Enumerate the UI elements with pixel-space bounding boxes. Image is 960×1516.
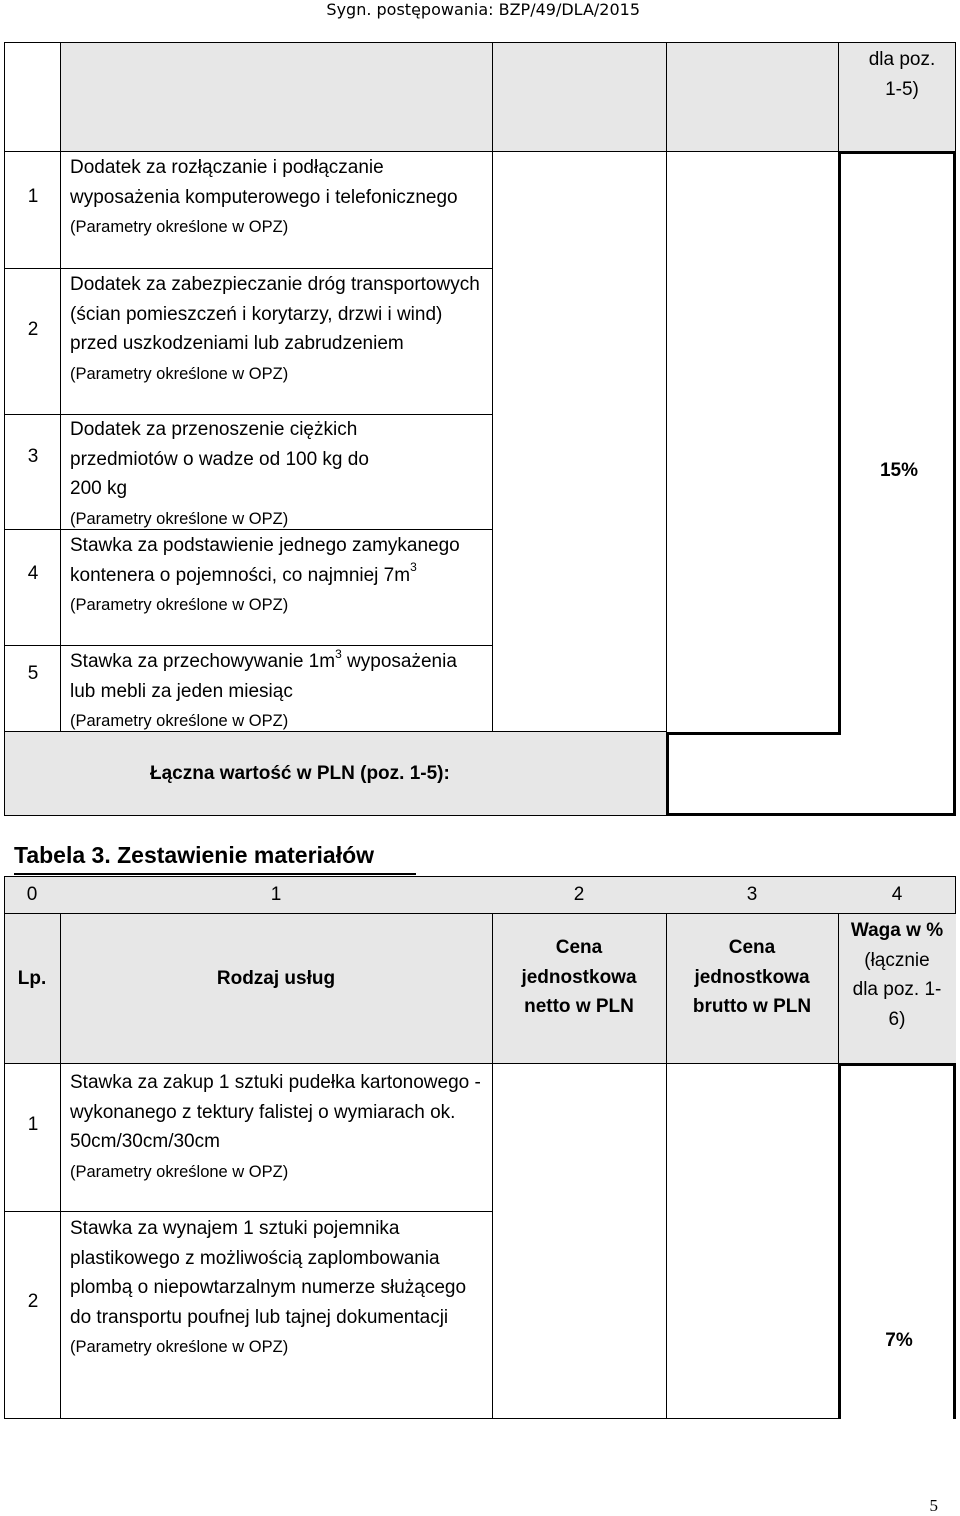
page-number: 5 — [929, 1496, 938, 1515]
row-number: 4 — [27, 563, 39, 584]
header-service-type: Rodzaj usług — [216, 968, 336, 989]
caption-underline — [14, 873, 416, 875]
table-services-continued — [4, 42, 956, 816]
header-signature: Sygn. postępowania: BZP/49/DLA/2015 — [326, 0, 640, 19]
table-materials — [4, 876, 956, 1419]
weight-value: 15% — [879, 460, 919, 481]
column-number: 3 — [746, 884, 758, 905]
row-number: 3 — [27, 446, 39, 467]
column-number: 4 — [891, 884, 903, 905]
row-number: 5 — [27, 663, 39, 684]
row-description: Dodatek za przenoszenie ciężkich przedmiotów o wadze od 100 kg do 200 kg (Parametry określone w OPZ) — [70, 419, 369, 528]
row-description: Dodatek za zabezpieczanie dróg transportowych (ścian pomieszczeń i korytarzy, drzwi i wind) przed uszkodzeniami lub zabrudzeniem (Parametry określone w OPZ) — [70, 274, 480, 383]
row-number: 1 — [27, 1114, 39, 1135]
table-caption: Tabela 3. Zestawienie materiałów — [14, 842, 375, 868]
row-description: Stawka za przechowywanie $1m^3$ wyposażenia lub mebli za jeden miesiąc (Parametry określone w OPZ) — [70, 646, 457, 730]
row-number: 1 — [27, 186, 39, 207]
weight-value: 7% — [885, 1330, 913, 1351]
header-net-price: Cena jednostkowa netto w PLN — [521, 937, 637, 1017]
column-number: 0 — [26, 884, 38, 905]
row-description: Stawka za podstawienie jednego zamykanego kontenera o pojemności, co najmniej $7m^3$ (Parametry określone w OPZ) — [70, 535, 460, 614]
header-band — [60, 42, 956, 152]
total-label: Łączna wartość w PLN (poz. 1-5): — [150, 763, 450, 784]
header-lp: Lp. — [17, 968, 47, 989]
header-weight: Waga w % (łącznie dla poz. 1-6) — [850, 920, 944, 1030]
row-description: Stawka za wynajem 1 sztuki pojemnika plastikowego z możliwością zaplombowania plombą o niepowtarzalnym numerze służącego do transportu poufnej lub tajnej dokumentacji (Parametry określone w OPZ) — [70, 1218, 467, 1356]
header-gross-price: Cena jednostkowa brutto w PLN — [692, 937, 812, 1017]
weight-box — [838, 1063, 956, 1419]
weight-header-label: dla poz. 1-5) — [868, 49, 936, 100]
row-description: Dodatek za rozłączanie i podłączanie wyposażenia komputerowego i telefonicznego (Parametry określone w OPZ) — [70, 157, 458, 236]
total-value-box[interactable] — [666, 732, 841, 816]
row-number: 2 — [27, 1291, 39, 1312]
column-number: 1 — [270, 884, 282, 905]
row-number: 2 — [27, 319, 39, 340]
column-number: 2 — [573, 884, 585, 905]
row-description: Stawka za zakup 1 sztuki pudełka kartonowego - wykonanego z tektury falistej o wymiarach ok. 50cm/30cm/30cm (Parametry określone w OPZ) — [70, 1072, 481, 1181]
